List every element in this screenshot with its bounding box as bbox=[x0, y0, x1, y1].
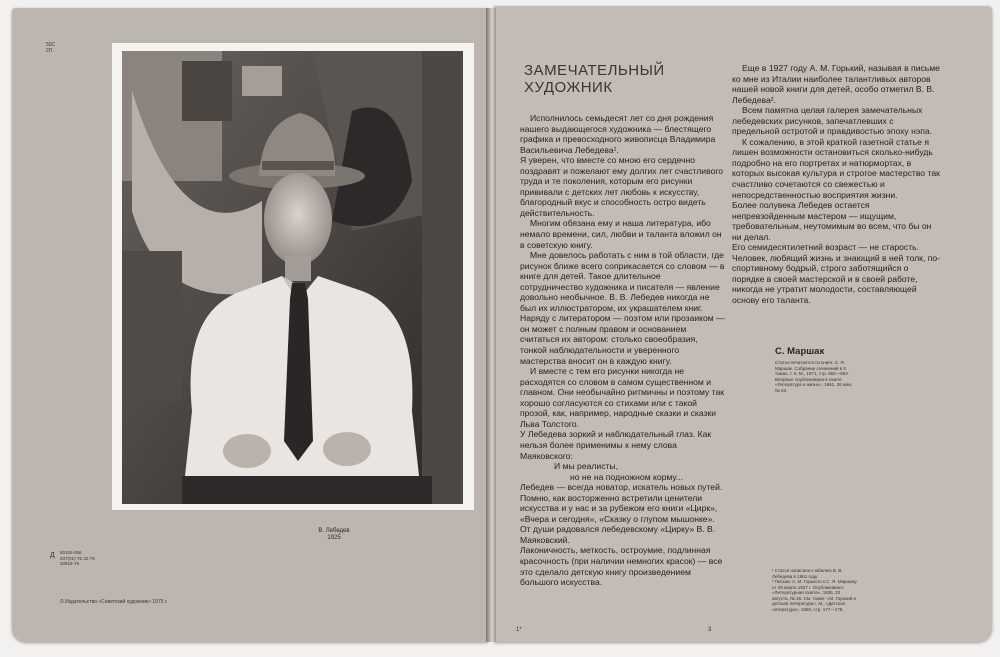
pub-code-letter: Д bbox=[50, 552, 55, 559]
footnotes: ¹ Статья написана к юбилею В. В. Лебедева в 1961 году. ² Письмо А. М. Горького к С. Я. Маршаку от 29 марта 1927 г. Опубликовано: «Литературная газета», 1936, 20 августа, № 46. См. также: «М. Горький и детская литература», М., «Детская литература», 1968, стр. 177—178. bbox=[772, 568, 857, 612]
article-paragraph: И вместе с тем его рисунки никогда не расходятся со словом в самом существенном и главном. Они необычайно ритмичны и поэтому так хорошо согласуются со стихами или с такой прозой, как, например, народные сказки и сказки Льва Толстого. bbox=[520, 366, 725, 429]
page-number-right: 3 bbox=[708, 627, 712, 633]
article-paragraph: Лебедев — всегда новатор, искатель новых путей. Помню, как восторженно встретили ценители искусства и у нас и за рубежом его книги «Цирк», «Вчера и сегодня», «Сказку о глупом мышонке». bbox=[520, 482, 723, 524]
article-paragraph: Я уверен, что вместе со мною его сердечно поздравят и пожелают ему долгих лет счастливого труда и те поколения, которым его рисунки прививали с детских лет любовь к искусству, благородный вкус и способность остро видеть действительность. bbox=[520, 155, 724, 218]
article-paragraph: Лаконичность, меткость, остроумие, подлинная красочность (при наличии немногих красок) — все это сделало детскую книгу произведением большого искусства. bbox=[520, 545, 723, 588]
article-paragraph: Более полувека Лебедев остается непревзойденным мастером — ищущим, требовательным, неутомимым во всем, что бы он ни делал. bbox=[732, 200, 932, 242]
article-paragraph: Человек, любящий жизнь и знающий в ней толк, по-спортивному бодрый, строго заботящийся о порядке в своей мастерской и в своей работе, никогда не утратит молодости, составляющей основу его таланта. bbox=[732, 252, 940, 306]
article-paragraph: Исполнилось семьдесят лет со дня рождения нашего выдающегося художника — блестящего графика и превосходного живописца Владимира Васильевича Лебедева¹. bbox=[520, 113, 716, 155]
article-paragraph: но не на подножном корму... bbox=[570, 471, 684, 482]
article-column-2 bbox=[732, 63, 940, 306]
catalog-code: 50С 2Л bbox=[46, 42, 56, 54]
portrait-illustration bbox=[122, 51, 463, 504]
portrait-caption bbox=[304, 528, 364, 542]
caption-name: В. Лебедев bbox=[318, 528, 350, 534]
copyright-line: © Издательство «Советский художник» 1975 г. bbox=[60, 599, 168, 605]
author-signature: С. Маршак bbox=[775, 346, 825, 357]
pub-code-line: 037(01)-76 32-75 bbox=[60, 555, 95, 561]
publication-codes bbox=[50, 550, 100, 567]
portrait-photo bbox=[122, 51, 463, 504]
page-number-left: 1* bbox=[516, 627, 522, 633]
article-paragraph: К сожалению, в этой краткой газетной статье я лишен возможности остановиться сколько-нибудь подробно на его портретах и натюрмортах, в которых высокая культура и строгое мастерство так счастливо сочетаются со свежестью и непосредственностью восприятия жизни. bbox=[732, 136, 940, 200]
article-paragraph: Мне довелось работать с ним в той области, где рисунок ближе всего соприкасается со словом — в книге для детей. Такое длительное сотрудничество художника и писателя — явление довольно необычное. В. В. Лебедев никогда не был их иллюстратором, их украшателем книг. Наряду с литератором — поэтом или прозаиком — он может с полным правом и основанием считаться их автором: столько своеобразия, тонкой наблюдательности и уверенного мастерства вносит он в каждую книгу. bbox=[520, 250, 725, 366]
article-column-1 bbox=[520, 113, 725, 588]
book-spine bbox=[486, 8, 496, 642]
source-note: Статья печатается по книге: С. Я. Маршак. Собрание сочинений в 8 томах, т. 6. М., 1971, стр. 562—563. Впервые опубликована в газете «Литература и жизнь», 1961, 26 мая, № 63. bbox=[775, 360, 853, 393]
article-paragraph: И мы реалисты, bbox=[554, 461, 618, 472]
article-title: ЗАМЕЧАТЕЛЬНЫЙ ХУДОЖНИК bbox=[524, 62, 665, 96]
caption-year: 1925 bbox=[327, 535, 341, 541]
article-paragraph: Всем памятна целая галерея замечательных лебедевских рисунков, запечатлевших с предельной остротой и правдивостью эпоху нэпа. bbox=[732, 105, 933, 137]
article-paragraph: Многим обязана ему и наша литература, ибо немало времени, сил, любви и таланта вложил он в советскую книгу. bbox=[520, 218, 722, 250]
article-paragraph: У Лебедева зоркий и наблюдательный глаз. Как нельзя более применимы к нему слова Маяковского: bbox=[520, 429, 712, 461]
article-paragraph: От души радовался лебедевскому «Цирку» В. В. Маяковский. bbox=[520, 524, 716, 545]
article-paragraph: Его семидесятилетний возраст — не старость. bbox=[732, 242, 920, 253]
portrait-photo-frame bbox=[112, 43, 474, 510]
article-paragraph: Еще в 1927 году А. М. Горький, называя в письме ко мне из Италии наиболее талантливых авторов нашей новой книги для детей, особо отметил В. В. Лебедева². bbox=[732, 63, 940, 105]
pub-code-line: 30816-75 bbox=[60, 561, 80, 566]
pub-code-line: 80105-056 bbox=[60, 550, 82, 555]
